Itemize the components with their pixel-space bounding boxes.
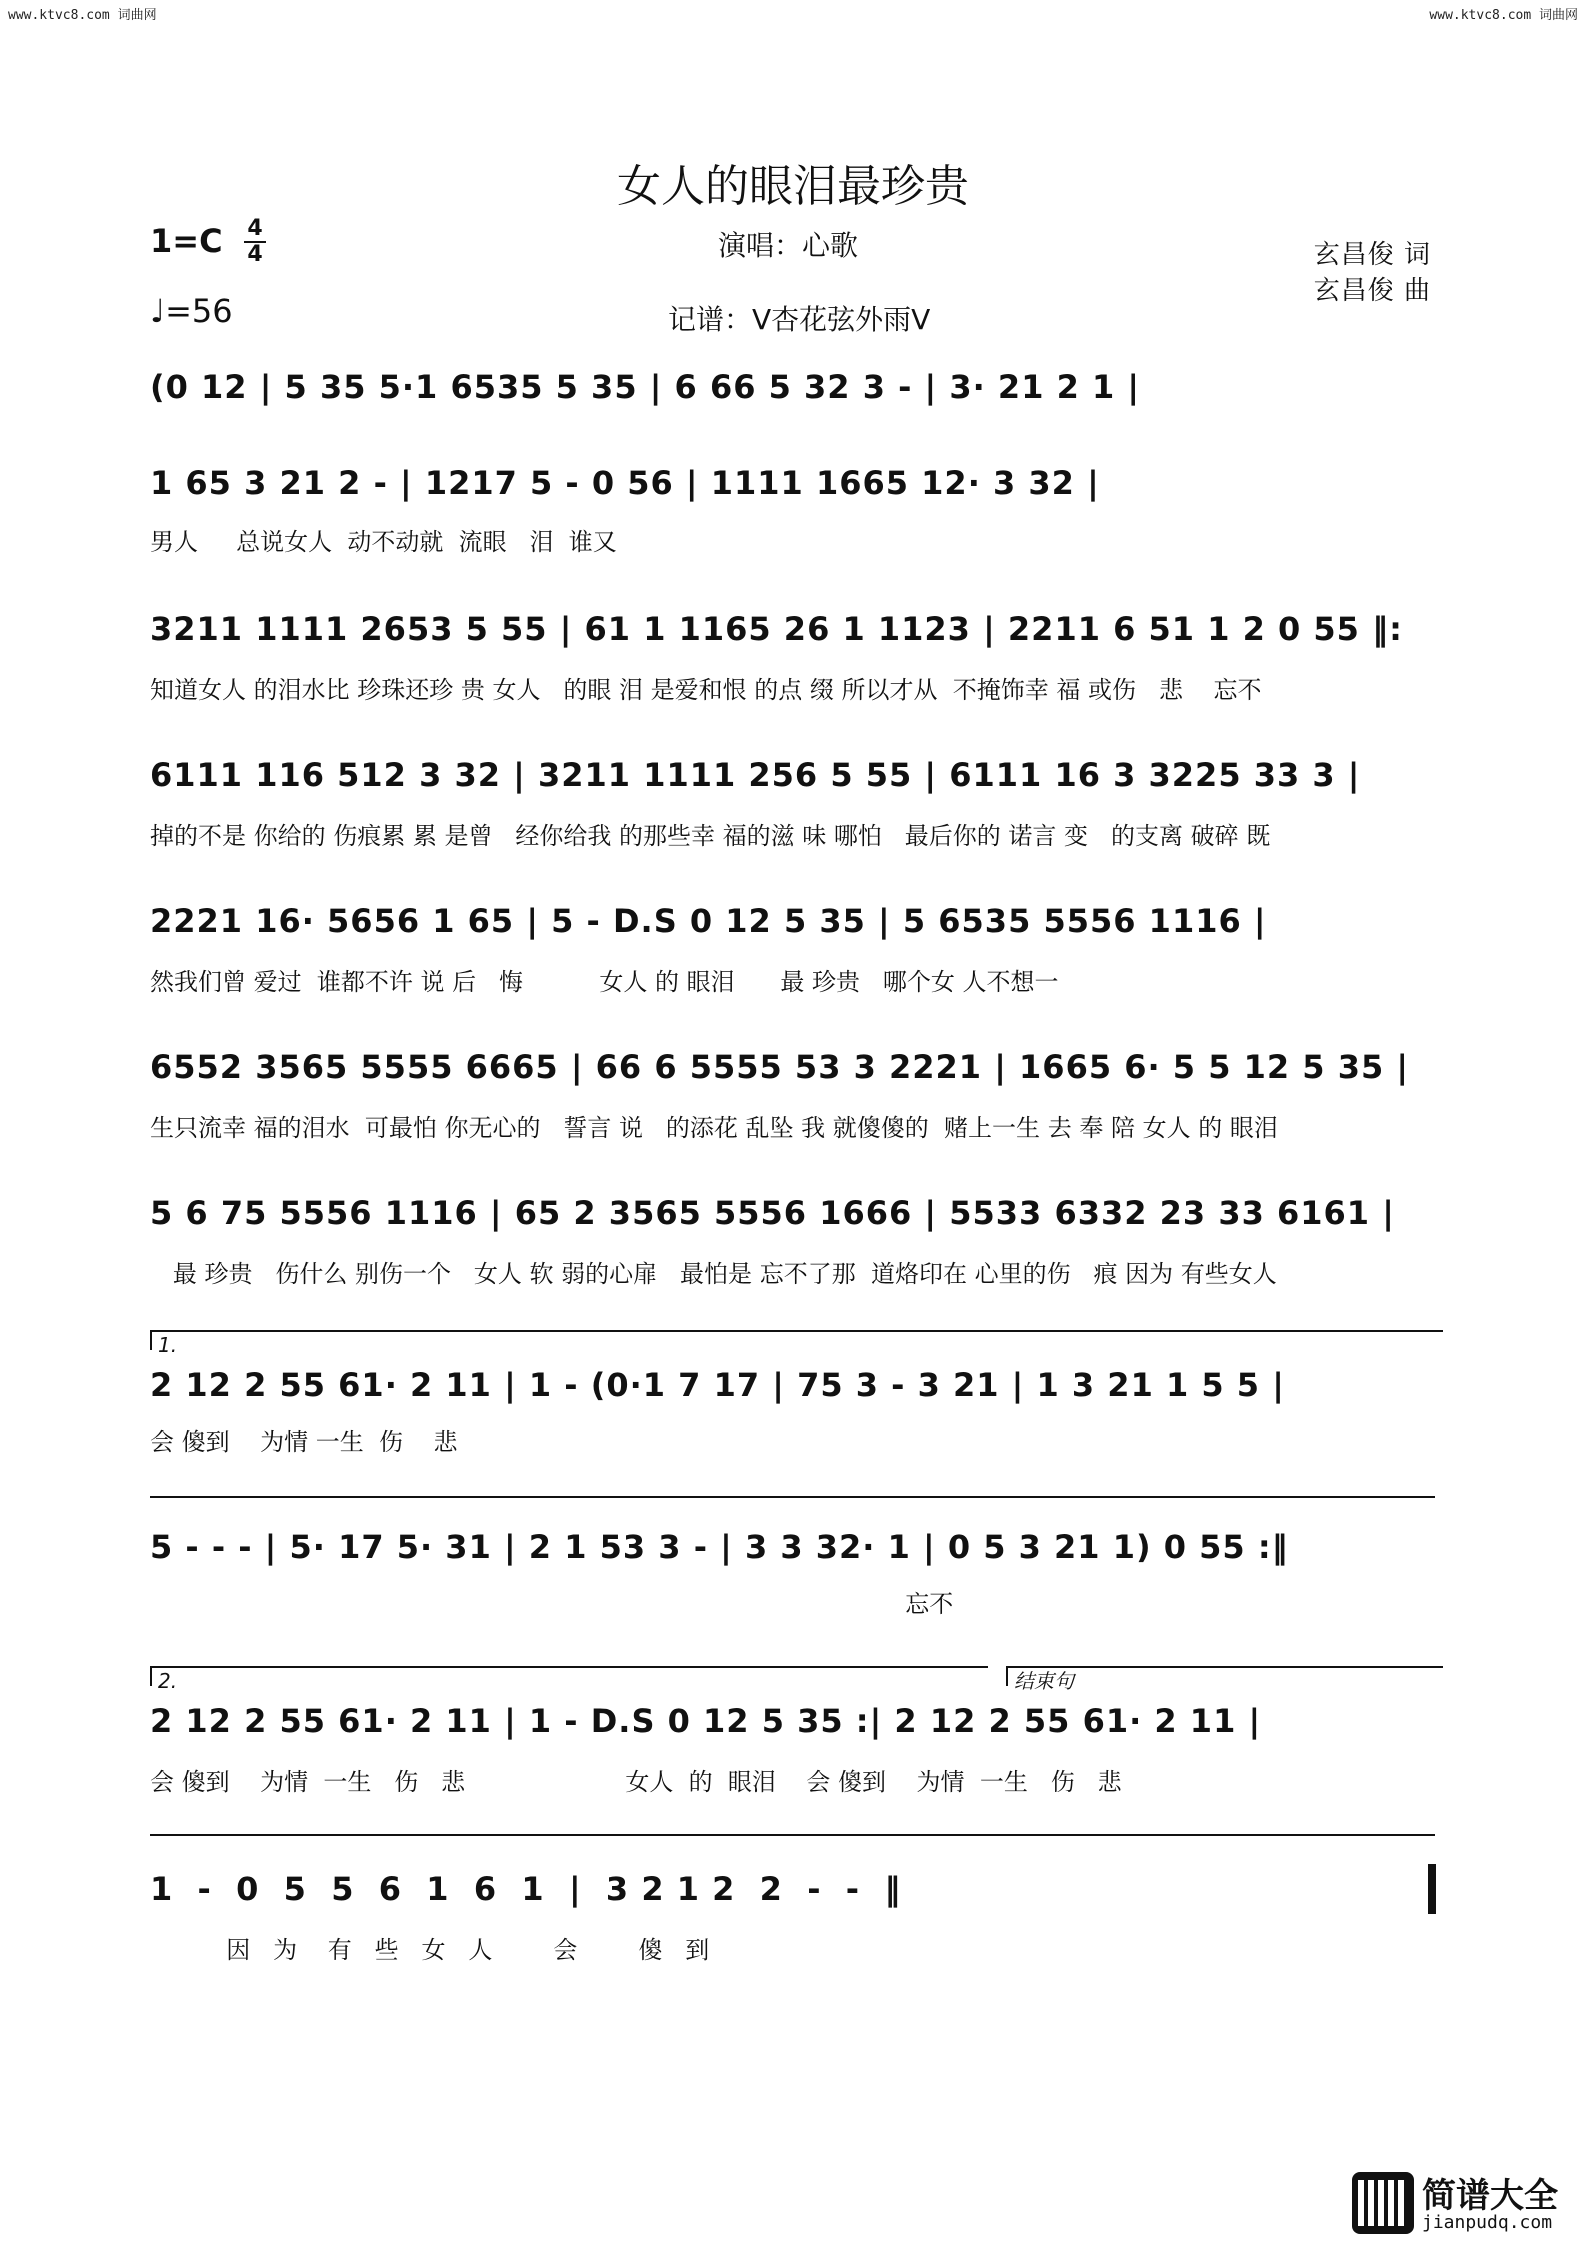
lyrics-line: 掉的不是 你给的 伤痕累 累 是曾 经你给我 的那些幸 福的滋 味 哪怕 最后你的 诺言 变 的支离 破碎 既: [150, 822, 1271, 850]
lyrics-line: 最 珍贵 伤什么 别伤一个 女人 软 弱的心扉 最怕是 忘不了那 道烙印在 心里的伤 痕 因为 有些女人: [150, 1260, 1277, 1288]
second-ending-bracket: 2.: [150, 1666, 988, 1686]
lyrics-line: 知道女人 的泪水比 珍珠还珍 贵 女人 的眼 泪 是爱和恨 的点 缀 所以才从 不掩饰幸 福 或伤 悲 忘不: [150, 676, 1262, 704]
notes-line: 2 12 2 55 61· 2 11 | 1 - D.S 0 12 5 35 :| 2 12 2 55 61· 2 11 |: [150, 1702, 1262, 1740]
lyrics-line: 忘不: [150, 1590, 954, 1618]
coda-bracket: 结束句: [1006, 1666, 1443, 1686]
watermark-left: www.ktvc8.com 词曲网: [8, 8, 157, 23]
notes-line: 2221 16· 5656 1 65 | 5 - D.S 0 12 5 35 | 5 6535 5556 1116 |: [150, 902, 1267, 940]
notes-line: 1 65 3 21 2 - | 1217 5 - 0 56 | 1111 1665 12· 3 32 |: [150, 464, 1100, 502]
notes-line: 2 12 2 55 61· 2 11 | 1 - (0·1 7 17 | 75 3 - 3 21 | 1 3 21 1 5 5 |: [150, 1366, 1285, 1404]
lyrics-line: 男人 总说女人 动不动就 流眼 泪 谁又: [150, 528, 617, 556]
lyrics-line: 因 为 有 些 女 人 会 傻 到: [150, 1936, 710, 1964]
notes-line: 6552 3565 5555 6665 | 66 6 5555 53 3 2221 | 1665 6· 5 5 12 5 35 |: [150, 1048, 1410, 1086]
lyrics-line: 会 傻到 为情 一生 伤 悲: [150, 1428, 458, 1456]
lyrics-line: 会 傻到 为情 一生 伤 悲 女人 的 眼泪 会 傻到 为情 一生 伤 悲: [150, 1768, 1122, 1796]
logo-url: jianpudq.com: [1422, 2212, 1553, 2233]
time-signature-bottom: 4: [247, 242, 263, 267]
tempo-marking: ♩=56: [150, 292, 233, 330]
lyrics-line: [150, 424, 1435, 458]
time-signature: [244, 218, 266, 266]
composer-credit: 玄昌俊 曲: [1313, 276, 1431, 306]
final-barline: [1428, 1864, 1436, 1914]
singer-credit: 演唱：心歌: [718, 229, 859, 262]
logo-title: 简谱大全: [1422, 2176, 1558, 2216]
notes-line: 5 - - - | 5· 17 5· 31 | 2 1 53 3 - | 3 3 32· 1 | 0 5 3 21 1) 0 55 :‖: [150, 1528, 1289, 1566]
notes-line: (0 12 | 5 35 5·1 6535 5 35 | 6 66 5 32 3 - | 3· 21 2 1 |: [150, 368, 1141, 406]
lyrics-line: 然我们曾 爱过 谁都不许 说 后 悔 女人 的 眼泪 最 珍贵 哪个女 人不想一: [150, 968, 1059, 996]
watermark-right: www.ktvc8.com 词曲网: [1429, 8, 1578, 23]
notes-line: 3211 1111 2653 5 55 | 61 1 1165 26 1 1123 | 2211 6 51 1 2 0 55 ‖:: [150, 610, 1403, 648]
notes-line: 5 6 75 5556 1116 | 65 2 3565 5556 1666 | 5533 6332 23 33 6161 |: [150, 1194, 1395, 1232]
notes-line: 6111 116 512 3 32 | 3211 1111 256 5 55 | 6111 16 3 3225 33 3 |: [150, 756, 1361, 794]
site-logo: [1352, 2168, 1582, 2240]
piano-keys-icon: [1352, 2172, 1414, 2234]
notes-line: 1 - 0 5 5 6 1 6 1 | 3 2 1 2 2 - - ‖: [150, 1870, 902, 1908]
song-title: 女人的眼泪最珍贵: [617, 161, 969, 212]
transcriber-credit: 记谱：V杏花弦外雨V: [668, 303, 931, 336]
key-signature: 1=C: [150, 222, 223, 260]
first-ending-bracket: 1.: [150, 1330, 1443, 1350]
lyricist-credit: 玄昌俊 词: [1313, 240, 1431, 270]
time-signature-top: 4: [247, 216, 263, 241]
lyrics-line: 生只流幸 福的泪水 可最怕 你无心的 誓言 说 的添花 乱坠 我 就傻傻的 赌上一生 去 奉 陪 女人 的 眼泪: [150, 1114, 1278, 1142]
